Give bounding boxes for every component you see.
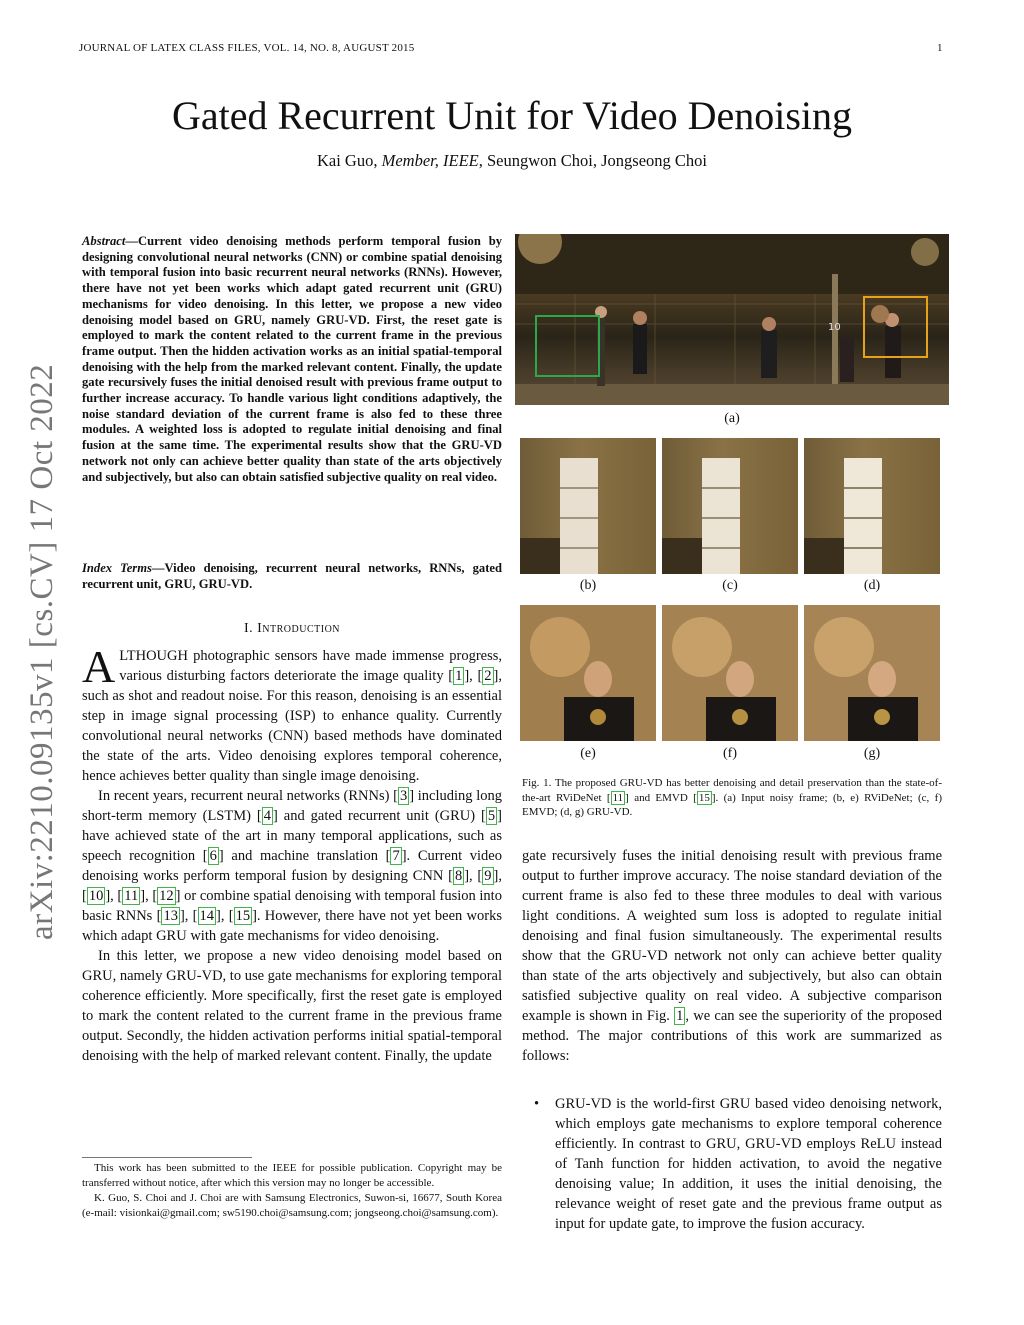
crop-illustration xyxy=(520,438,656,574)
citation-link[interactable]: 11 xyxy=(612,791,624,804)
text-run: In recent years, recurrent neural networks (RNNs) xyxy=(98,788,394,804)
index-terms xyxy=(82,561,502,592)
crop-illustration xyxy=(804,605,940,741)
text-run: , such as shot and readout noise. For this reason, denoising is an essential step in image signal processing (ISP) to enhance quality. Currently convolutional neural networks (CNN) based methods have dominated the state of the arts. Video denoising explores temporal coherence, hence achieves better quality than single image denoising. xyxy=(82,668,502,784)
running-header: JOURNAL OF LATEX CLASS FILES, VOL. 14, NO. 8, AUGUST 2015 xyxy=(79,42,415,54)
figure-image-b xyxy=(520,438,656,574)
crop-illustration xyxy=(520,605,656,741)
citation-link[interactable]: 2 xyxy=(484,668,492,684)
text-run: Fig. 1. The proposed GRU-VD has better denoising and detail preservation than the state-of-the-art RViDeNet xyxy=(522,777,942,804)
crop-illustration xyxy=(804,438,940,574)
text-run: . However, there have not yet been works which adapt GRU with gate mechanisms for video denoising. xyxy=(82,908,502,944)
subfigure-label-f: (f) xyxy=(723,746,737,761)
intro-paragraph-3: In this letter, we propose a new video denoising model based on GRU, namely GRU-VD, to use gate mechanisms for exploring temporal coherence efficiently. More specifically, first the reset gate is employed to mark the content related to the current frame in the previous frame output. Secondly, the hidden activation performs initial spatial-temporal denoising with the help of marked relevant content. Finally, the update xyxy=(82,948,503,1064)
citation-link[interactable]: 3 xyxy=(399,788,408,804)
figure-image-e xyxy=(520,605,656,741)
text-run: and gated recurrent unit (GRU) xyxy=(277,808,482,824)
index-terms-label: Index Terms xyxy=(82,561,152,575)
text-run: . Current video denoising works perform temporal fusion by designing CNN xyxy=(82,848,502,884)
contribution-list-item xyxy=(534,1094,942,1234)
citation-link[interactable]: 1 xyxy=(455,668,463,684)
citation-link[interactable]: 5 xyxy=(487,808,496,824)
text-run: or combine spatial denoising with temporal fusion into basic RNNs xyxy=(82,888,502,924)
intro-paragraph-continued xyxy=(522,846,942,1066)
arxiv-stamp[interactable]: arXiv:2210.09135v1 [cs.CV] 17 Oct 2022 xyxy=(24,363,60,940)
figure-image-d xyxy=(804,438,940,574)
intro-paragraph-1: ALTHOUGH photographic sensors have made immense progress, various disturbing factors deteriorate the image quality [ 1 ], [ 2 ], such as shot and readout noise. For this reason, denoising is an essential step in image signal processing (ISP) to enhance quality. Currently convolutional neural networks (CNN) based methods have dominated the state of the arts. Video denoising explores temporal coherence, hence achieves better quality than single image denoising. xyxy=(82,641,502,784)
text-run: . (a) Input noisy frame; (b, e) RViDeNet; (c, f) EMVD; (d, g) GRU-VD. xyxy=(522,791,942,818)
text-run: have achieved state of the art in many temporal applications, such as speech recognition xyxy=(82,828,502,864)
text-run: and machine translation xyxy=(223,848,386,864)
contribution-text: GRU-VD is the world-first GRU based video denoising network, which employs gate mechanisms to explore temporal coherence efficiently. In contrast to GRU, GRU-VD employs ReLU instead of Tanh function for hidden activation, to avoid the negative denoising value; In addition, it uses the initial denoising, the relevance weight of reset gate and the previous frame output as input for update gate, to improve the fusion accuracy. xyxy=(555,1096,942,1232)
section-title: Introduction xyxy=(257,621,341,636)
svg-text:10: 10 xyxy=(828,322,841,333)
citation-link[interactable]: 12 xyxy=(159,888,174,904)
citation-link[interactable]: 13 xyxy=(163,908,178,924)
text-run: gate recursively fuses the initial denoising result with previous frame output to further improve accuracy. The noise standard deviation of the current frame is also fed to these three modules to deal with various light conditions. A weighted sum loss is adopted to regulate initial denoising and final fusion simultaneously. The experimental results show that the GRU-VD network not only can achieve better quality than state of the arts objectively and subjectively, but also can obtain satisfied subjective quality on real video. A subjective comparison example is shown in Fig. xyxy=(522,848,942,1024)
citation-link[interactable]: 15 xyxy=(235,908,251,924)
citation-link[interactable]: 4 xyxy=(263,808,271,824)
subfigure-label-e: (e) xyxy=(580,746,596,761)
footnote xyxy=(82,1161,502,1221)
figure-caption: Fig. 1. The proposed GRU-VD has better denoising and detail preservation than the state-of-the-art RViDeNet [ 11 ] and EMVD [ 15 ]. (a) Input noisy frame; (b, e) RViDeNet; (c, f) EMVD; (d, g) GRU-VD. xyxy=(522,777,942,818)
text-run: , we can see the superiority of the proposed method. The major contributions of this work are summarized as follows: xyxy=(522,1008,942,1064)
author-list xyxy=(0,151,1024,171)
text-run: including long short-term memory (LSTM) xyxy=(82,788,502,824)
intro-right-column xyxy=(522,846,942,1066)
index-terms-text: —Video denoising, recurrent neural networks, RNNs, gated recurrent unit, GRU, GRU-VD. xyxy=(82,561,502,591)
citation-link[interactable]: 14 xyxy=(199,908,214,924)
subfigure-label-c: (c) xyxy=(722,578,738,593)
citation-link[interactable]: 10 xyxy=(88,888,104,904)
figure-image-f xyxy=(662,605,798,741)
citation-link[interactable]: 6 xyxy=(209,848,217,864)
page-number: 1 xyxy=(937,42,943,54)
footnote-affiliation: K. Guo, S. Choi and J. Choi are with Samsung Electronics, Suwon-si, 16677, South Korea (e-mail: visionkai@gmail.com; sw5190.choi@samsung.com; jongseong.choi@samsung.com). xyxy=(82,1192,502,1219)
section-heading xyxy=(82,621,502,637)
figure-image-g xyxy=(804,605,940,741)
subfigure-label-a: (a) xyxy=(724,411,740,426)
author-membership: Member, IEEE xyxy=(381,151,479,170)
subfigure-label-b: (b) xyxy=(579,578,597,593)
subfigure-label-d: (d) xyxy=(863,578,881,593)
abstract-label: Abstract xyxy=(82,234,126,248)
section-number: I. xyxy=(243,621,254,636)
court-scene-illustration xyxy=(515,234,949,405)
footnote-rule xyxy=(82,1157,252,1158)
drop-cap: A xyxy=(82,641,116,692)
intro-paragraph-2: In recent years, recurrent neural networks (RNNs) [ 3 ] including long short-term memory (LSTM) [ 4 ] and gated recurrent unit (GRU) [ 5 ] have achieved state of the art in many temporal applications, such as speech recognition [ 6 ] and machine translation [ 7 ]. Current video denoising works perform temporal fusion by designing CNN [ 8 ], [ 9 ], [ 10 ], [ 11 ], [ 12 ] or combine spatial denoising with temporal fusion into basic RNNs [ 13 ], [ 14 ], [ 15 ]. However, there have not yet been works which adapt GRU with gate mechanisms for video denoising. xyxy=(82,788,502,944)
text-run: LTHOUGH photographic sensors have made immense progress, various disturbing factors deteriorate the image quality xyxy=(119,648,502,684)
intro-left-column xyxy=(82,641,503,1066)
crop-illustration xyxy=(662,438,798,574)
citation-link[interactable]: 8 xyxy=(454,868,463,884)
figure-image-c xyxy=(662,438,798,574)
crop-illustration xyxy=(662,605,798,741)
citation-link[interactable]: 9 xyxy=(484,868,492,884)
bullet-icon: • xyxy=(534,1096,540,1112)
abstract-text: —Current video denoising methods perform temporal fusion by designing convolutional neural networks (CNN) or combine spatial denoising with temporal fusion into basic recurrent neural networks (RNNs). However, there have not yet been works which adapt gated recurrent unit (GRU) mechanisms for video denoising. In this letter, we propose a new video denoising model based on GRU, namely GRU-VD. First, the reset gate is employed to mark the content related to the current frame in the previous frame output. Then the hidden activation works as an initial spatial-temporal denoising with the help from the marked relevant content. Finally, the update gate recursively fuses the initial denoised result with previous frame output to further increase accuracy. To handle various light conditions adaptively, the noise standard deviation of the current frame is also fed to these three modules. A weighted loss is adopted to regulate initial denoising and final fusion at the same time. The experimental results show that the GRU-VD network not only can achieve better quality than state of the arts objectively and subjectively, but also can obtain satisfied subjective quality on real video. xyxy=(82,234,502,484)
footnote-copyright: This work has been submitted to the IEEE for possible publication. Copyright may be transferred without notice, after which this version may no longer be accessible. xyxy=(82,1162,502,1189)
paper-title: Gated Recurrent Unit for Video Denoising xyxy=(171,93,853,138)
author-prefix: Kai Guo, xyxy=(316,151,382,170)
citation-link[interactable]: 11 xyxy=(124,888,139,904)
figure-link[interactable]: 1 xyxy=(676,1008,684,1024)
subfigure-label-g: (g) xyxy=(863,746,881,761)
citation-link[interactable]: 15 xyxy=(698,791,710,804)
abstract xyxy=(82,234,502,485)
text-run: and EMVD xyxy=(628,791,694,804)
figure-image-a xyxy=(515,234,949,405)
author-suffix: , Seungwon Choi, Jongseong Choi xyxy=(478,151,708,170)
citation-link[interactable]: 7 xyxy=(392,848,400,864)
